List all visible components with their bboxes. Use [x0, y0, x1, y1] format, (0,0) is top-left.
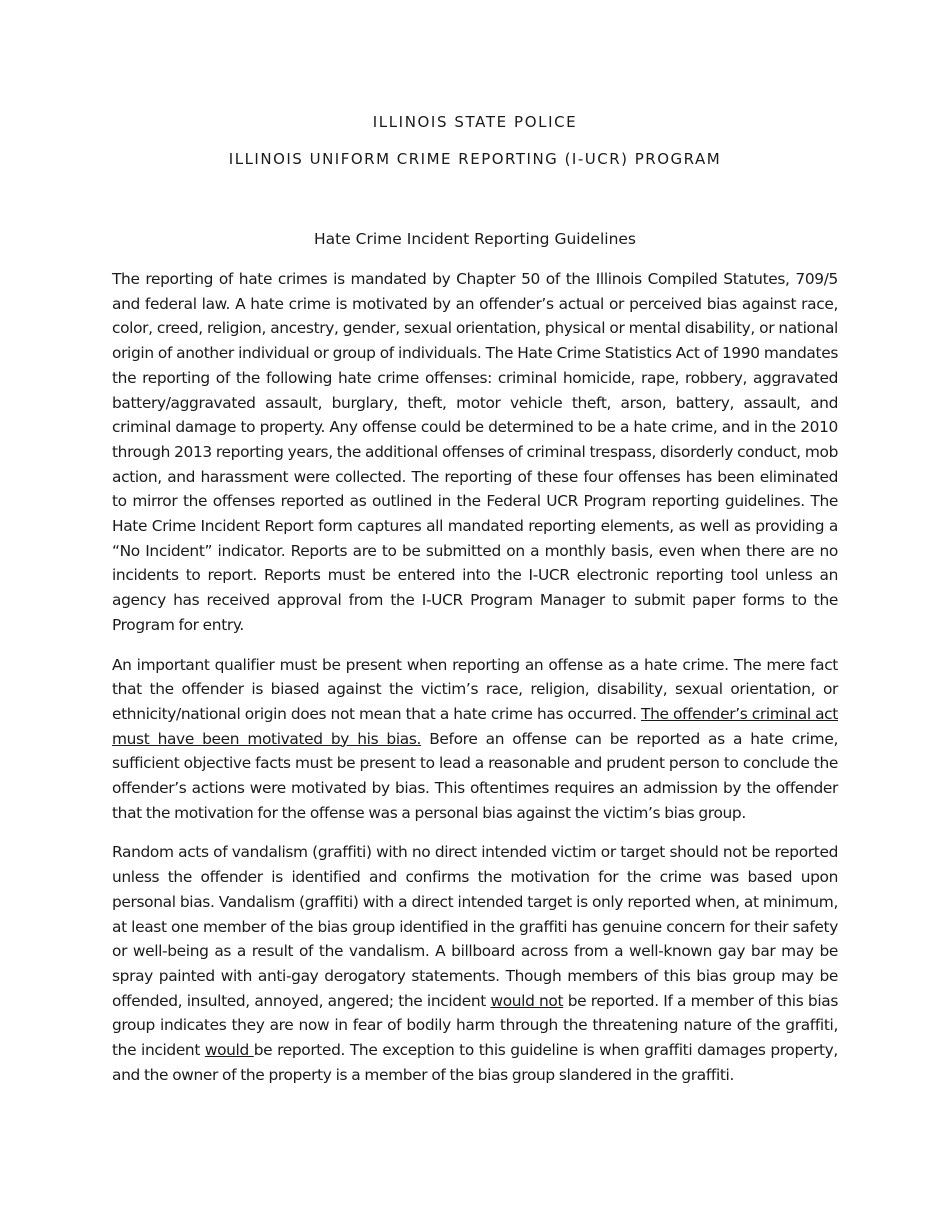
vandalism-underlined-would-not: would not: [490, 991, 564, 1010]
qualifier-underlined-text: The offender’s criminal act must have been motivated by his bias.: [112, 704, 838, 748]
vandalism-underlined-would: would: [204, 1041, 254, 1060]
paragraph-qualifier: [112, 653, 838, 826]
document-body: [112, 267, 838, 1103]
qualifier-text-2: Before an offense can be reported as a hate crime, sufficient objective facts must be present to lead a reasonable and prudent person to conclude the offender’s actions were motivated by bias. This oftentimes requires an admission by the offender that the motivation for the offense was a personal bias against the victim’s bias group.: [112, 729, 838, 822]
paragraph-vandalism: [112, 840, 838, 1087]
agency-heading: ILLINOIS STATE POLICE: [372, 113, 578, 131]
vandalism-text-1: Random acts of vandalism (graffiti) with no direct intended victim or target should not be reported unless the offender is identified and confirms the motivation for the crime was based upon personal bias. Vandalism (graffiti) with a direct intended target is only reported when, at minimum, at least one member of the bias group identified in the graffiti has genuine concern for their safety or well-being as a result of the vandalism. A billboard across from a well-known gay bar may be spray painted with anti-gay derogatory statements. Though members of this bias group may be offended, insulted, annoyed, angered; the incident: [112, 843, 838, 1010]
qualifier-text-1: An important qualifier must be present when reporting an offense as a hate crime. The mere fact that the offender is biased against the victim’s race, religion, disability, sexual orientation, or ethnicity/national origin does not mean that a hate crime has occurred.: [112, 655, 838, 723]
vandalism-text-3: be reported. The exception to this guideline is when graffiti damages property, and the owner of the property is a member of the bias group slandered in the graffiti.: [112, 1041, 838, 1084]
document-title: Hate Crime Incident Reporting Guidelines: [313, 230, 637, 248]
program-heading: ILLINOIS UNIFORM CRIME REPORTING (I-UCR) PROGRAM: [228, 150, 722, 168]
vandalism-text-2: be reported. If a member of this bias group indicates they are now in fear of bodily harm through the threatening nature of the graffiti, the incident: [112, 991, 838, 1060]
paragraph-mandate: The reporting of hate crimes is mandated by Chapter 50 of the Illinois Compiled Statutes, 709/5 and federal law. A hate crime is motivated by an offender’s actual or perceived bias against race, color, creed, religion, ancestry, gender, sexual orientation, physical or mental disability, or national origin of another individual or group of individuals. The Hate Crime Statistics Act of 1990 mandates the reporting of the following hate crime offenses: criminal homicide, rape, robbery, aggravated battery/aggravated assault, burglary, theft, motor vehicle theft, arson, battery, assault, and criminal damage to property. Any offense could be determined to be a hate crime, and in the 2010 through 2013 reporting years, the additional offenses of criminal trespass, disorderly conduct, mob action, and harassment were collected. The reporting of these four offenses has been eliminated to mirror the offenses reported as outlined in the Federal UCR Program reporting guidelines. The Hate Crime Incident Report form captures all mandated reporting elements, as well as providing a “No Incident” indicator. Reports are to be submitted on a monthly basis, even when there are no incidents to report. Reports must be entered into the I-UCR electronic reporting tool unless an agency has received approval from the I-UCR Program Manager to submit paper forms to the Program for entry.: [112, 270, 838, 634]
